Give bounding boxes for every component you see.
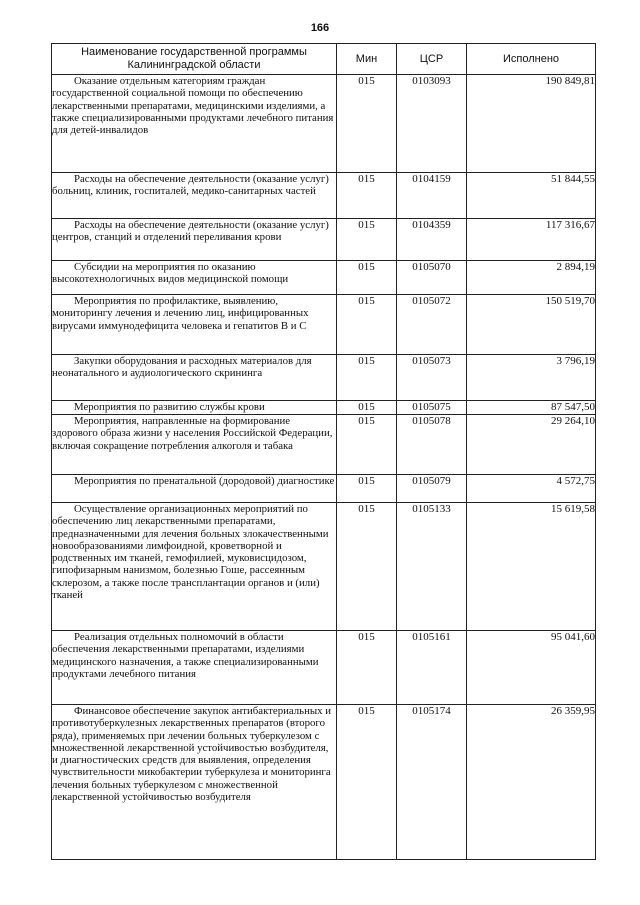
row-min: 015 (337, 705, 397, 860)
page-number: 166 (310, 22, 330, 34)
table-row (52, 503, 596, 631)
row-done: 3 796,19 (467, 355, 596, 401)
row-csr: 0105078 (397, 415, 467, 475)
row-done: 95 041,60 (467, 631, 596, 705)
row-csr: 0105075 (397, 401, 467, 415)
row-csr: 0105079 (397, 475, 467, 503)
row-name: Мероприятия по профилактике, выявлению, мониторингу лечения и лечению лиц, инфицированных вирусами иммунодефицита человека и гепатитов В и С (52, 295, 337, 355)
table-row (52, 631, 596, 705)
row-csr: 0105161 (397, 631, 467, 705)
row-min: 015 (337, 295, 397, 355)
header-csr: ЦСР (397, 44, 467, 75)
row-done: 87 547,50 (467, 401, 596, 415)
row-name: Субсидии на мероприятия по оказанию высокотехнологичных видов медицинской помощи (52, 261, 337, 295)
table-row (52, 475, 596, 503)
header-name: Наименование государственной программы Калининградской области (52, 44, 337, 75)
table-row (52, 355, 596, 401)
row-name: Оказание отдельным категориям граждан государственной социальной помощи по обеспечению лекарственными препаратами, медицинскими изделиями, а также специализированными продуктами лечебного питания для детей-инвалидов (52, 75, 337, 173)
row-done: 15 619,58 (467, 503, 596, 631)
row-csr: 0105133 (397, 503, 467, 631)
row-name: Расходы на обеспечение деятельности (оказание услуг) больниц, клиник, госпиталей, медико-санитарных частей (52, 173, 337, 219)
row-min: 015 (337, 631, 397, 705)
row-min: 015 (337, 401, 397, 415)
budget-table (51, 43, 596, 860)
row-done: 26 359,95 (467, 705, 596, 860)
table-row (52, 705, 596, 860)
row-csr: 0105072 (397, 295, 467, 355)
table-row (52, 75, 596, 173)
table-row (52, 261, 596, 295)
row-min: 015 (337, 503, 397, 631)
row-min: 015 (337, 355, 397, 401)
row-csr: 0104159 (397, 173, 467, 219)
row-csr: 0105070 (397, 261, 467, 295)
row-name: Осуществление организационных мероприятий по обеспечению лиц лекарственными препаратами, предназначенными для лечения больных злокачественными новообразованиями лимфоидной, кроветворной и родственных им тканей, гемофилией, муковисцидозом, гипофизарным нанизмом, болезнью Гоше, рассеянным склерозом, а также после трансплантации органов и (или) тканей (52, 503, 337, 631)
header-min: Мин (337, 44, 397, 75)
row-name: Мероприятия, направленные на формирование здорового образа жизни у населения Российской Федерации, включая сокращение потребления алкоголя и табака (52, 415, 337, 475)
row-min: 015 (337, 475, 397, 503)
table-header-row (52, 44, 596, 75)
row-name: Расходы на обеспечение деятельности (оказание услуг) центров, станций и отделений переливания крови (52, 219, 337, 261)
row-name: Закупки оборудования и расходных материалов для неонатального и аудиологического скрининга (52, 355, 337, 401)
row-done: 190 849,81 (467, 75, 596, 173)
row-name: Реализация отдельных полномочий в области обеспечения лекарственными препаратами, изделиями медицинского назначения, а также специализированными продуктами лечебного питания (52, 631, 337, 705)
row-min: 015 (337, 75, 397, 173)
row-min: 015 (337, 173, 397, 219)
row-name: Финансовое обеспечение закупок антибактериальных и противотуберкулезных лекарственных препаратов (второго ряда), применяемых при лечении больных туберкулезом с множественной лекарственной устойчивостью возбудителя, и диагностических средств для выявления, определения чувствительности микобактерии туберкулеза и мониторинга лечения больных туберкулезом с множественной лекарственной устойчивостью возбудителя (52, 705, 337, 860)
row-done: 117 316,67 (467, 219, 596, 261)
row-csr: 0105073 (397, 355, 467, 401)
table-row (52, 401, 596, 415)
table-row (52, 295, 596, 355)
row-min: 015 (337, 219, 397, 261)
row-name: Мероприятия по пренатальной (дородовой) диагностике (52, 475, 337, 503)
table-row (52, 173, 596, 219)
header-done: Исполнено (467, 44, 596, 75)
table-row (52, 219, 596, 261)
row-csr: 0103093 (397, 75, 467, 173)
row-done: 51 844,55 (467, 173, 596, 219)
row-done: 2 894,19 (467, 261, 596, 295)
table-row (52, 415, 596, 475)
row-min: 015 (337, 415, 397, 475)
row-csr: 0105174 (397, 705, 467, 860)
row-name: Мероприятия по развитию службы крови (52, 401, 337, 415)
row-done: 4 572,75 (467, 475, 596, 503)
row-csr: 0104359 (397, 219, 467, 261)
row-min: 015 (337, 261, 397, 295)
row-done: 29 264,10 (467, 415, 596, 475)
row-done: 150 519,70 (467, 295, 596, 355)
